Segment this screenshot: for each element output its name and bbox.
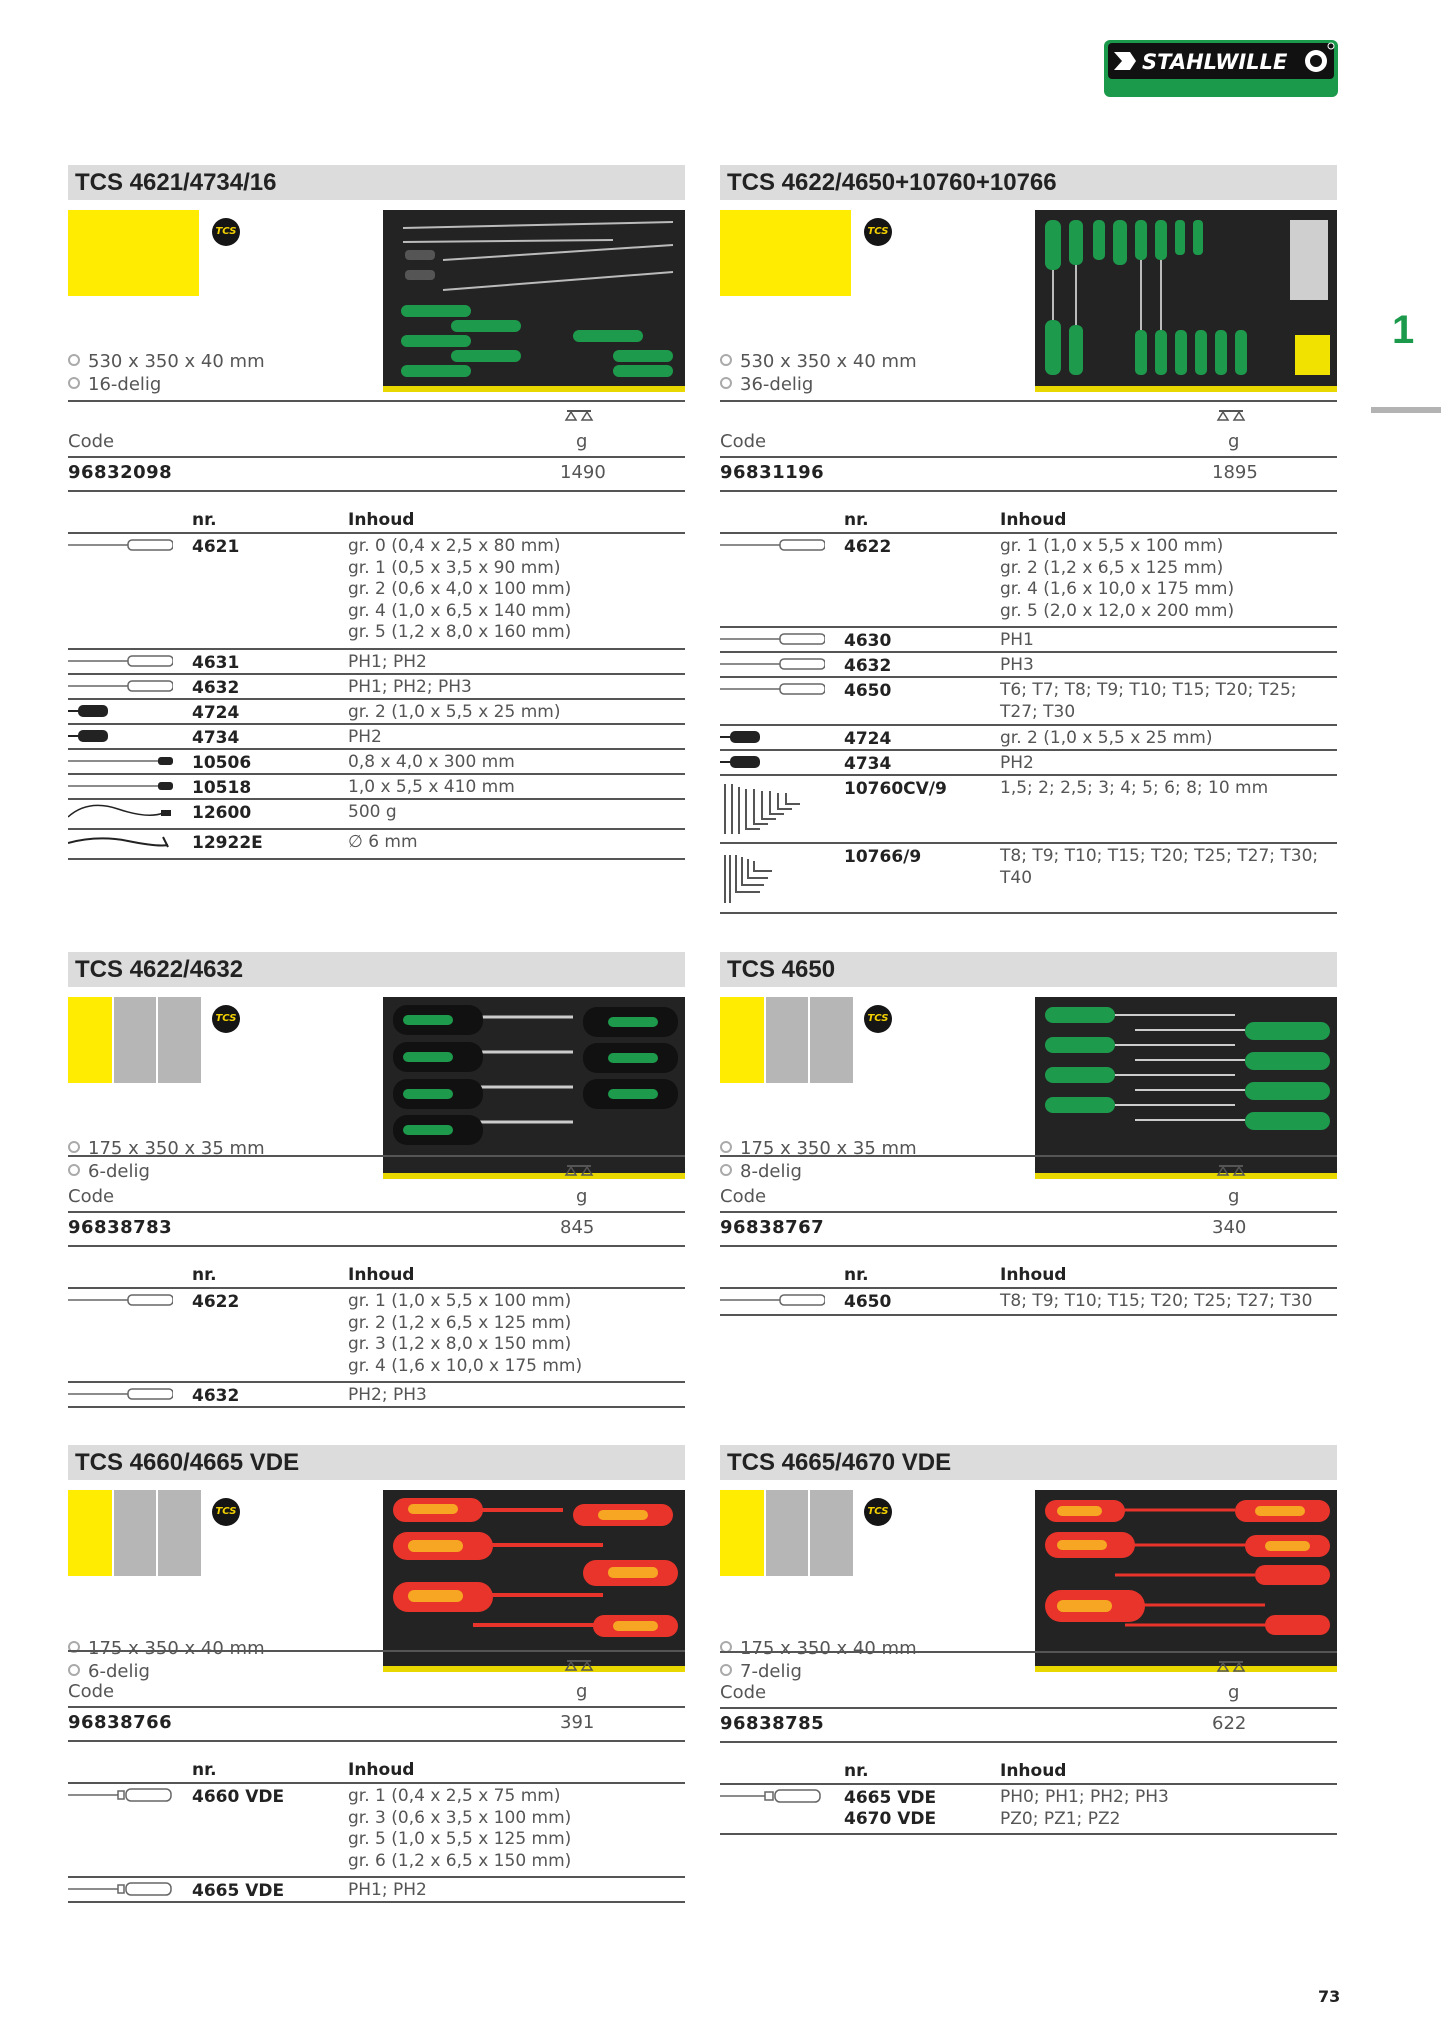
svg-text:STAHLWILLE: STAHLWILLE [1142, 50, 1288, 74]
code-row [68, 456, 685, 492]
dimensions: 530 x 350 x 40 mm [740, 351, 917, 372]
code-row [720, 1211, 1337, 1247]
table-row: 4632 PH2; PH3 [68, 1383, 685, 1408]
product-title: TCS 4650 [720, 952, 1337, 987]
table-row: 4665 VDE 4670 VDE PH0; PH1; PH2; PH3 PZ0; PZ1; PZ2 [720, 1785, 1337, 1835]
product-photo [383, 210, 685, 392]
table-row: 4630 PH1 [720, 628, 1337, 653]
color-swatch [720, 1490, 853, 1576]
order-code: 96838785 [720, 1713, 825, 1734]
dimensions: 175 x 350 x 35 mm [88, 1138, 265, 1159]
code-row [68, 1706, 685, 1742]
piece-count: 6-delig [88, 1661, 150, 1682]
table-row: 4660 VDE gr. 1 (0,4 x 2,5 x 75 mm) gr. 3 (0,6 x 3,5 x 100 mm) gr. 5 (1,0 x 5,5 x 125 mm) gr. 6 (1,2 x 6,5 x 150 mm) [68, 1784, 685, 1878]
product-title: TCS 4660/4665 VDE [68, 1445, 685, 1480]
order-code: 96838766 [68, 1712, 173, 1733]
piece-count: 36-delig [740, 374, 814, 395]
product-card [68, 952, 685, 1422]
table-header: nr. Inhoud [68, 1760, 685, 1784]
weight: 340 [1212, 1217, 1247, 1238]
color-swatch [68, 1490, 201, 1576]
table-row: 10766/9 T8; T9; T10; T15; T20; T25; T27; T30; T40 [720, 844, 1337, 914]
product-title: TCS 4665/4670 VDE [720, 1445, 1337, 1480]
weight-scale-icon [564, 1658, 594, 1676]
pick-tool-icon [68, 778, 173, 794]
dimensions: 175 x 350 x 40 mm [740, 1638, 917, 1659]
table-row: 4632 PH1; PH2; PH3 [68, 675, 685, 700]
product-photo [383, 1490, 685, 1672]
vde-screwdriver-icon [68, 1881, 173, 1897]
page-number: 73 [1318, 1987, 1341, 2006]
order-code: 96832098 [68, 462, 173, 483]
weight-scale-icon [1216, 408, 1246, 426]
hex-key-set-icon [720, 779, 825, 839]
weight-scale-icon [564, 1163, 594, 1181]
tcs-badge-icon: TCS [212, 1005, 240, 1033]
table-header: nr. Inhoud [68, 510, 685, 534]
piece-count: 8-delig [740, 1161, 802, 1182]
order-code: 96831196 [720, 462, 825, 483]
tcs-badge-icon: TCS [864, 218, 892, 246]
weight: 1895 [1212, 462, 1258, 483]
flexible-grabber-icon [68, 833, 173, 849]
table-header: nr. Inhoud [720, 1265, 1337, 1289]
order-code: 96838783 [68, 1217, 173, 1238]
code-row [68, 1211, 685, 1247]
screwdriver-icon [720, 656, 825, 672]
table-row: 12600 500 g [68, 800, 685, 830]
table-row: 10760CV/9 1,5; 2; 2,5; 3; 4; 5; 6; 8; 10 mm [720, 776, 1337, 844]
code-header: Code g [720, 1651, 1337, 1709]
product-title: TCS 4622/4632 [68, 952, 685, 987]
color-swatch [720, 997, 853, 1083]
stubby-screwdriver-icon [720, 729, 825, 745]
color-swatch [68, 997, 201, 1083]
product-photo [1035, 997, 1337, 1179]
vde-screwdriver-icon [68, 1787, 173, 1803]
table-row: 4631 PH1; PH2 [68, 650, 685, 675]
table-row: 4622 gr. 1 (1,0 x 5,5 x 100 mm) gr. 2 (1,2 x 6,5 x 125 mm) gr. 4 (1,6 x 10,0 x 175 mm) gr. 5 (2,0 x 12,0 x 200 mm) [720, 534, 1337, 628]
stubby-screwdriver-icon [68, 703, 173, 719]
tcs-badge-icon: TCS [212, 1498, 240, 1526]
weight: 1490 [560, 462, 606, 483]
product-photo [1035, 210, 1337, 392]
code-header: Code g [68, 400, 685, 458]
chapter-number: 1 [1392, 308, 1415, 352]
table-row: 4621 gr. 0 (0,4 x 2,5 x 80 mm) gr. 1 (0,5 x 3,5 x 90 mm) gr. 2 (0,6 x 4,0 x 100 mm) gr. 4 (1,0 x 6,5 x 140 mm) gr. 5 (1,2 x 8,0 x 160 mm) [68, 534, 685, 650]
product-card [68, 1445, 685, 1915]
chapter-tab-bar [1371, 407, 1441, 413]
tcs-badge-icon: TCS [864, 1005, 892, 1033]
stubby-screwdriver-icon [720, 754, 825, 770]
screwdriver-icon [68, 537, 173, 553]
tcs-badge-icon: TCS [212, 218, 240, 246]
tcs-badge-icon: TCS [864, 1498, 892, 1526]
table-row: 4734 PH2 [68, 725, 685, 750]
screwdriver-icon [720, 681, 825, 697]
piece-count: 16-delig [88, 374, 162, 395]
product-card [68, 165, 685, 873]
piece-count: 6-delig [88, 1161, 150, 1182]
table-row: 4724 gr. 2 (1,0 x 5,5 x 25 mm) [68, 700, 685, 725]
code-header: Code g [68, 1650, 685, 1708]
table-row: 10518 1,0 x 5,5 x 410 mm [68, 775, 685, 800]
table-row: 4734 PH2 [720, 751, 1337, 776]
stubby-screwdriver-icon [68, 728, 173, 744]
product-photo [1035, 1490, 1337, 1672]
table-row: 4650 T8; T9; T10; T15; T20; T25; T27; T30 [720, 1289, 1337, 1316]
screwdriver-icon [68, 678, 173, 694]
product-title: TCS 4621/4734/16 [68, 165, 685, 200]
table-header: nr. Inhoud [720, 1761, 1337, 1785]
color-swatch [720, 210, 851, 296]
screwdriver-icon [720, 631, 825, 647]
screwdriver-icon [68, 653, 173, 669]
specs-list [68, 350, 265, 396]
table-row: 4632 PH3 [720, 653, 1337, 678]
weight-scale-icon [1216, 1659, 1246, 1677]
product-title: TCS 4622/4650+10760+10766 [720, 165, 1337, 200]
screwdriver-icon [68, 1292, 173, 1308]
table-row: 10506 0,8 x 4,0 x 300 mm [68, 750, 685, 775]
table-header: nr. Inhoud [720, 510, 1337, 534]
table-row: 4650 T6; T7; T8; T9; T10; T15; T20; T25; T27; T30 [720, 678, 1337, 726]
screwdriver-icon [68, 1386, 173, 1402]
specs-list [720, 350, 917, 396]
product-card [720, 952, 1337, 1332]
weight-scale-icon [1216, 1163, 1246, 1181]
weight-scale-icon [564, 408, 594, 426]
product-card [720, 165, 1337, 925]
dimensions: 175 x 350 x 35 mm [740, 1138, 917, 1159]
code-header: Code g [720, 1155, 1337, 1213]
weight: 622 [1212, 1713, 1247, 1734]
screwdriver-icon [720, 1292, 825, 1308]
product-card [720, 1445, 1337, 1845]
stahlwille-logo [1104, 40, 1338, 97]
color-swatch [68, 210, 199, 296]
flexible-magnet-icon [68, 803, 173, 819]
screwdriver-icon [720, 537, 825, 553]
code-row [720, 456, 1337, 492]
table-header: nr. Inhoud [68, 1265, 685, 1289]
torx-key-set-icon [720, 847, 825, 907]
code-header: Code g [720, 400, 1337, 458]
piece-count: 7-delig [740, 1661, 802, 1682]
table-row: 4622 gr. 1 (1,0 x 5,5 x 100 mm) gr. 2 (1,2 x 6,5 x 125 mm) gr. 3 (1,2 x 8,0 x 150 mm) gr. 4 (1,6 x 10,0 x 175 mm) [68, 1289, 685, 1383]
product-photo [383, 997, 685, 1179]
code-header: Code g [68, 1155, 685, 1213]
table-row: 4724 gr. 2 (1,0 x 5,5 x 25 mm) [720, 726, 1337, 751]
pick-tool-icon [68, 753, 173, 769]
table-row: 12922E ∅ 6 mm [68, 830, 685, 860]
weight: 391 [560, 1712, 595, 1733]
vde-screwdriver-icon [720, 1788, 825, 1804]
dimensions: 530 x 350 x 40 mm [88, 351, 265, 372]
dimensions: 175 x 350 x 40 mm [88, 1638, 265, 1659]
order-code: 96838767 [720, 1217, 825, 1238]
table-row: 4665 VDE PH1; PH2 [68, 1878, 685, 1903]
code-row [720, 1707, 1337, 1743]
weight: 845 [560, 1217, 595, 1238]
